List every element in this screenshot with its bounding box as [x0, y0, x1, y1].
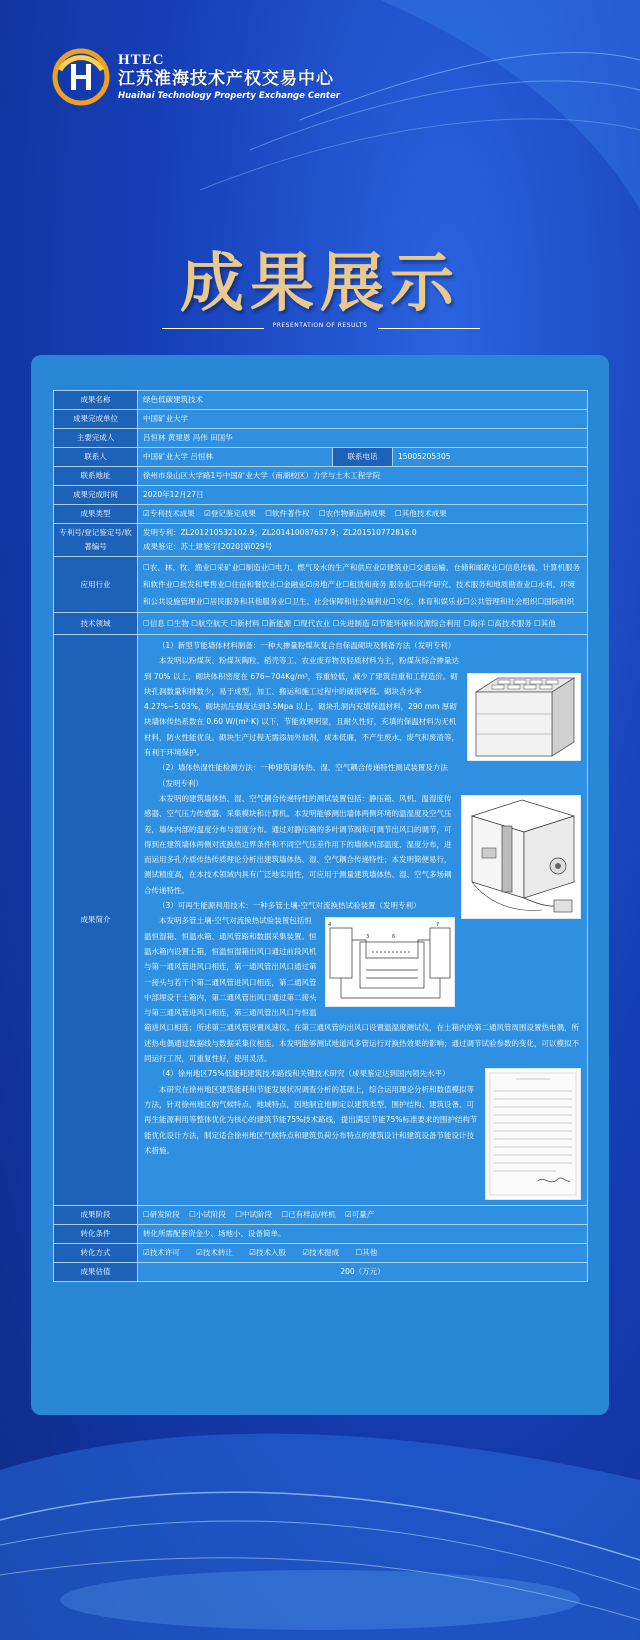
- logo: [52, 48, 340, 106]
- intro-section-text: 本发明以粉煤灰、粉煤灰陶粒、稻壳等工、农业废弃物及轻质材料为主，粉煤灰综合掺量达到 70% 以上，砌块体积密度在 676~704Kg/m³，容重较低，减少了建筑自重和工程造价。砌块孔洞数量和排数少，易于成型，加工、搬运和施工过程中的破损率低。砌块含水率 4.27%~5.03%，砌块抗压强度达到3.5Mpa 以上，砌块孔洞内充填保温材料，290 mm 厚砌块墙体传热系数在 0.60 W/(m²·K) 以下，节能效果明显，且耐久性好，充填的保温材料为无机材料，防火性能优良。砌块生产过程无需添加外加剂，成本低廉，不产生废水、废气和废渣等，有利于环境保护。: [144, 656, 459, 758]
- certificate-image: [486, 1069, 580, 1199]
- htec-logo-icon: [52, 48, 110, 106]
- row-mode: [54, 1243, 588, 1262]
- row-type: [54, 505, 588, 524]
- row-value: 中国矿业大学 吕恒林: [138, 448, 333, 467]
- intro-section-text: 本发明的建筑墙体热、湿、空气耦合传递特性的测试装置包括：静压箱、风机、温湿度传感器、空气压力传感器、采集模块和计算机。本发明能够测出墙体两侧环境的温湿度及空气压差，墙体内部的温度分布与湿度分布。通过对静压箱的多叶调节阀和可调节出风口的调节，可得到在建筑墙体两侧对流换热边界条件和不同空气压差作用下的墙体内部温度、湿度分布，进而运用多孔介质传热传质理论分析出建筑墙体热、湿、空气耦合传递特性；本发明简便易行，测试精度高，在本技术领域内具有广泛地实用性，可应用于测量建筑墙体热、湿、空气多场耦合传递特性。: [144, 793, 452, 895]
- checkbox-option[interactable]: ☐已有样品/样机: [281, 1209, 336, 1219]
- checkbox-option[interactable]: ☑技术转让: [196, 1247, 233, 1257]
- intro-content: [138, 635, 588, 1206]
- row-conditions: [54, 1224, 588, 1243]
- checkbox-option[interactable]: ☑登记鉴定成果: [204, 509, 256, 518]
- row-label: 联系人: [54, 448, 138, 467]
- row-value: 200（万元）: [138, 1262, 588, 1281]
- mode-options: [138, 1243, 588, 1262]
- row-label: 成果类型: [54, 505, 138, 524]
- tech-field-options: ☐信息 ☐生物 ☐航空航天 ☐新材料 ☐新能源 ☐现代农业 ☐先进制造 ☑节能环保和资源综合利用 ☐海洋 ☐高技术服务 ☐其他: [138, 613, 588, 635]
- row-intro: [54, 635, 588, 1206]
- pipe-image: [326, 918, 454, 1006]
- patent-line: 成果鉴定：苏土建鉴字[2020]第029号: [143, 542, 273, 551]
- row-label: 联系地址: [54, 467, 138, 486]
- intro-section-title: （3）可再生能源利用技术：一种多管土壤-空气对流换热试验装置（发明专利）: [158, 901, 421, 911]
- row-label: 成果完成单位: [54, 410, 138, 429]
- row-valuation: [54, 1262, 588, 1281]
- row-label: 技术领域: [54, 613, 138, 635]
- logo-cn: 江苏淮海技术产权交易中心: [118, 69, 334, 89]
- row-people: [54, 429, 588, 448]
- row-address: [54, 467, 588, 486]
- row-date: [54, 486, 588, 505]
- row-value: 吕恒林 黄建恩 冯伟 田国华: [138, 429, 588, 448]
- block-figure: [467, 673, 581, 761]
- checkbox-option[interactable]: ☐小试阶段: [189, 1209, 226, 1219]
- row-unit: [54, 410, 588, 429]
- intro-section-title: （1）新型节能墙体材料制备：一种大掺量粉煤灰复合自保温砌块及制备方法（发明专利）: [158, 641, 456, 650]
- svg-text:4: 4: [328, 922, 332, 929]
- logo-en: HTEC: [118, 52, 165, 68]
- checkbox-option[interactable]: ☑专利技术成果: [143, 509, 195, 518]
- intro-section-title: （2）墙体热湿性能检测方法：一种建筑墙体热、湿、空气耦合传递特性测试装置及方法（发明专利）: [158, 763, 448, 788]
- info-table: [53, 390, 588, 1282]
- row-label: 应用行业: [54, 557, 138, 613]
- row-contact: [54, 448, 588, 467]
- phone-value: 15005205305: [393, 448, 588, 467]
- row-label: 成果阶段: [54, 1205, 138, 1224]
- patent-values: [138, 524, 588, 557]
- patent-line: 发明专利：ZL201210532102.9；ZL201410087637.9；ZL201510772816.0: [143, 528, 417, 537]
- type-options: [138, 505, 588, 524]
- intro-section-text: 本发明多管土壤-空气对流换热试验装置包括恒温恒湿箱、恒温水箱、通风管路和数据采集装置。恒温水箱内设置土箱，恒温恒湿箱出风口通过前段风机与第一通风管进风口相连，第一通风管出风口通过第一接头与若干个第二通风管进风口相连，第二通风管中部埋设于土箱内，第二通风管出风口通过第二接头与第三通风管进风口相连，第三通风管出风口与恒温箱进风口相连；所述第三通风管设置风速仪。在第三通风管的出风口设置温湿度测试仪，在土箱内的第二通风管周围设置热电偶，所述热电偶通过数据线与数据采集仪相连。本发明能够测试地道风多管运行对换热效果的影响；通过调节试验参数的变化，可以模拟不同运行工况，可重复性好，使用灵活。: [144, 916, 579, 1064]
- page-title: 成果展示: [180, 246, 460, 321]
- industry-options: ☐农、林、牧、渔业☐采矿业☐制造业☐电力、燃气及水的生产和供应业☑建筑业☐交通运输、仓储和邮政业☐信息传输、计算机服务和软件业☐批发和零售业☐住宿和餐饮业☐金融业☑房地产业☐租赁和商务 服务业☐科学研究、技术服务和地质勘查业☐水利、环境和公共设施管理业☐居民服务和其他服务业☐卫生、社会保障和社会福利业☐文化、体育和娱乐业☐公共管理和社会组织☐国际组织: [138, 557, 588, 613]
- row-value: 转化所需配套资金少、场地小、设备简单。: [138, 1224, 588, 1243]
- row-value: 绿色低碳建筑技术: [138, 391, 588, 410]
- block-image: [468, 674, 580, 760]
- logo-sub: Huaihai Technology Property Exchange Center: [118, 91, 340, 101]
- checkbox-option[interactable]: ☐其他技术成果: [395, 509, 447, 518]
- row-label: 转化条件: [54, 1224, 138, 1243]
- row-name: [54, 391, 588, 410]
- row-label: 成果简介: [54, 635, 138, 1206]
- device-image: [462, 796, 580, 918]
- device-figure: [461, 795, 581, 919]
- certificate-figure: [485, 1068, 581, 1200]
- pipe-figure: [325, 917, 455, 1007]
- row-label: 成果完成时间: [54, 486, 138, 505]
- checkbox-option[interactable]: ☐软件著作权: [265, 509, 310, 518]
- checkbox-option[interactable]: ☐研发阶段: [143, 1209, 180, 1219]
- checkbox-option[interactable]: ☐其他: [355, 1247, 378, 1257]
- row-label: 专利号/登记鉴定号/软著编号: [54, 524, 138, 557]
- row-value: 中国矿业大学: [138, 410, 588, 429]
- row-industry: [54, 557, 588, 613]
- intro-section-text: 本研究在徐州地区建筑能耗和节能发展状况调查分析的基础上，综合运用理论分析和数值模拟等方法，针对徐州地区的气候特点、地域特点，因地制宜地制定以建筑类型、围护结构、建筑设备、可再生能源利用等整体优化为核心的建筑节能75%技术路线，提出满足节能75%标准要求的围护结构节能优化设计方法，制定适合徐州地区气候特点和建筑负荷分布特点的建筑设计和建筑设备节能设计技术措施。: [144, 1084, 478, 1155]
- checkbox-option[interactable]: ☐农作物新品种成果: [318, 509, 386, 518]
- stage-options: [138, 1205, 588, 1224]
- row-value: 2020年12月27日: [138, 486, 588, 505]
- row-label: 成果名称: [54, 391, 138, 410]
- page-subtitle: PRESENTATION OF RESULTS: [272, 322, 368, 329]
- svg-text:3: 3: [366, 934, 370, 941]
- row-label: 成果估值: [54, 1262, 138, 1281]
- intro-section-title: （4）徐州地区75%低能耗建筑技术路线和关键技术研究（成果鉴定达到国内领先水平）: [158, 1069, 450, 1079]
- checkbox-option[interactable]: ☑技术入股: [249, 1247, 286, 1257]
- checkbox-option[interactable]: ☑可量产: [345, 1209, 375, 1219]
- row-tech-field: [54, 613, 588, 635]
- row-value: 徐州市泉山区大学路1号中国矿业大学（南湖校区）力学与土木工程学院: [138, 467, 588, 486]
- svg-text:7: 7: [436, 922, 440, 929]
- checkbox-option[interactable]: ☑技术许可: [143, 1247, 180, 1257]
- phone-label: 联系电话: [333, 448, 393, 467]
- row-label: 转化方式: [54, 1243, 138, 1262]
- row-patent: [54, 524, 588, 557]
- row-stage: [54, 1205, 588, 1224]
- checkbox-option[interactable]: ☐中试阶段: [235, 1209, 272, 1219]
- row-label: 主要完成人: [54, 429, 138, 448]
- checkbox-option[interactable]: ☑技术提成: [302, 1247, 340, 1257]
- svg-text:6: 6: [392, 934, 396, 941]
